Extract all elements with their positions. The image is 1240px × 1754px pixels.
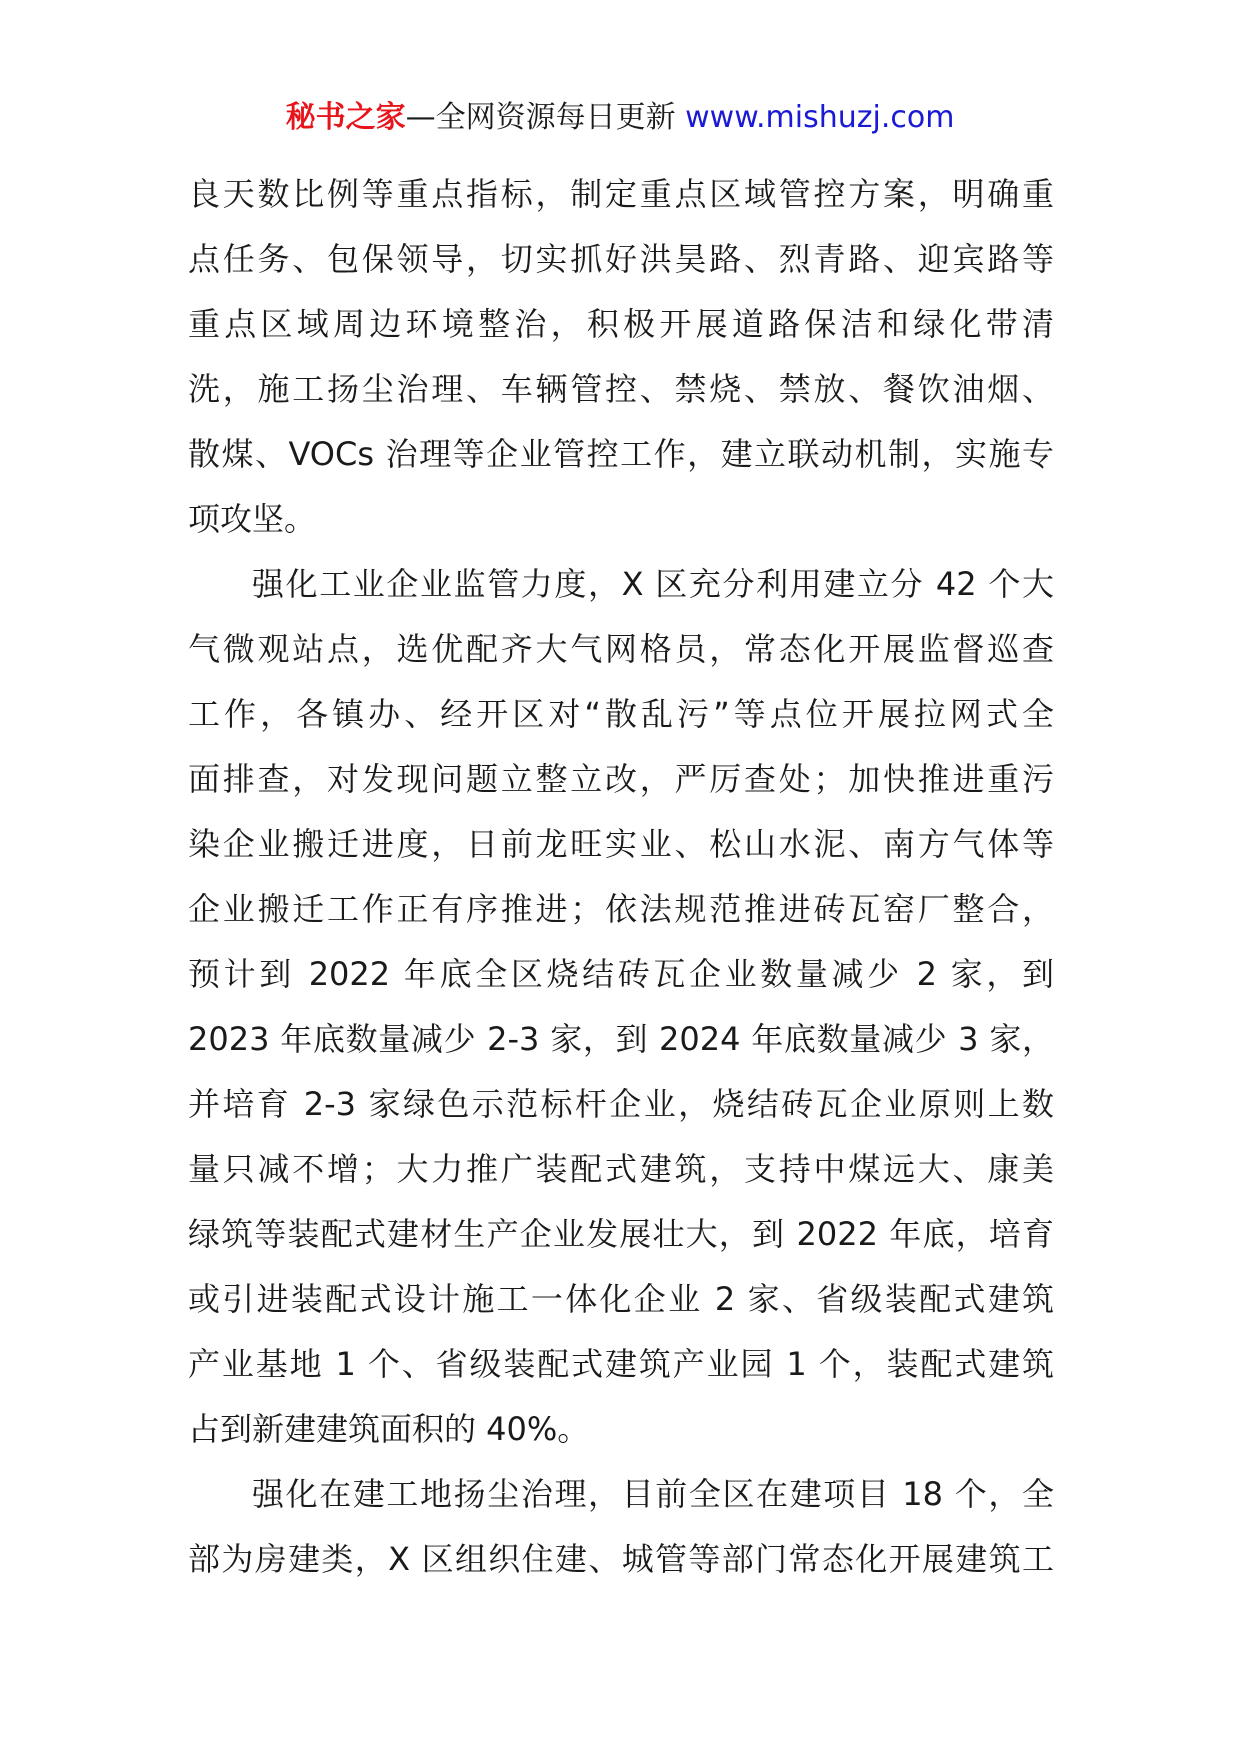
paragraph-1 — [188, 162, 1054, 552]
text-line: 产业基地 1 个、省级装配式建筑产业园 1 个，装配式建筑 — [188, 1345, 1054, 1383]
document-body — [188, 162, 1054, 1592]
text-line: 工作，各镇办、经开区对“散乱污”等点位开展拉网式全 — [188, 695, 1054, 733]
site-url-link[interactable]: www.mishuzj.com — [685, 100, 955, 135]
text-line: 点任务、包保领导，切实抓好洪昊路、烈青路、迎宾路等 — [188, 240, 1054, 278]
paragraph-2 — [188, 552, 1054, 1462]
text-line: 部为房建类，X 区组织住建、城管等部门常态化开展建筑工 — [188, 1540, 1054, 1578]
text-line: 强化在建工地扬尘治理，目前全区在建项目 18 个，全 — [252, 1475, 1054, 1513]
text-line: 量只减不增；大力推广装配式建筑，支持中煤远大、康美 — [188, 1150, 1054, 1188]
text-line: 染企业搬迁进度，日前龙旺实业、松山水泥、南方气体等 — [188, 825, 1054, 863]
text-line: 面排查，对发现问题立整立改，严厉查处；加快推进重污 — [188, 760, 1054, 798]
text-line: 散煤、VOCs 治理等企业管控工作，建立联动机制，实施专 — [188, 435, 1054, 473]
text-line: 气微观站点，选优配齐大气网格员，常态化开展监督巡查 — [188, 630, 1054, 668]
text-line: 或引进装配式设计施工一体化企业 2 家、省级装配式建筑 — [188, 1280, 1054, 1318]
site-header — [0, 98, 1240, 138]
site-brand: 秘书之家 — [285, 100, 406, 135]
text-line: 企业搬迁工作正有序推进；依法规范推进砖瓦窑厂整合， — [188, 890, 1054, 928]
text-line: 重点区域周边环境整治，积极开展道路保洁和绿化带清 — [188, 305, 1054, 343]
text-line: 项攻坚。 — [188, 500, 317, 538]
text-line: 洗，施工扬尘治理、车辆管控、禁烧、禁放、餐饮油烟、 — [188, 370, 1054, 408]
text-line: 良天数比例等重点指标，制定重点区域管控方案，明确重 — [188, 175, 1054, 213]
text-line: 强化工业企业监管力度，X 区充分利用建立分 42 个大 — [252, 565, 1054, 603]
text-line: 绿筑等装配式建材生产企业发展壮大，到 2022 年底，培育 — [188, 1215, 1054, 1253]
text-line: 2023 年底数量减少 2-3 家，到 2024 年底数量减少 3 家， — [188, 1020, 1054, 1058]
text-line: 占到新建建筑面积的 40%。 — [188, 1410, 590, 1448]
text-line: 并培育 2-3 家绿色示范标杆企业，烧结砖瓦企业原则上数 — [188, 1085, 1054, 1123]
site-tagline: —全网资源每日更新 — [405, 100, 676, 135]
text-line: 预计到 2022 年底全区烧结砖瓦企业数量减少 2 家，到 — [188, 955, 1054, 993]
paragraph-3 — [188, 1462, 1054, 1592]
